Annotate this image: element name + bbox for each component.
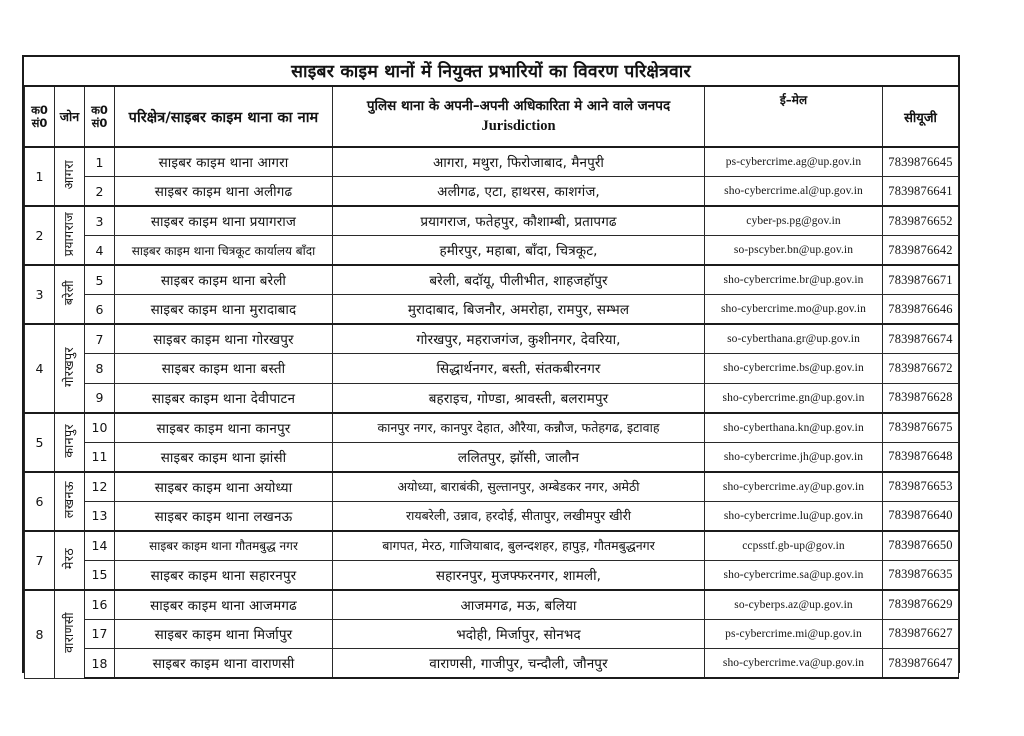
table-row <box>25 236 959 266</box>
cell-zone-serial-no: 6 <box>25 472 55 531</box>
cell-cug-number: 7839876646 <box>883 295 959 325</box>
cell-jurisdiction: ललितपुर, झॉसी, जालौन <box>333 442 705 472</box>
cell-email: sho-cybercrime.mo@up.gov.in <box>705 295 883 325</box>
cell-zone-serial-no: 3 <box>25 265 55 324</box>
column-header-serial-no <box>25 87 55 147</box>
zone-vertical-label: वाराणसी <box>61 612 77 653</box>
cell-zone-name <box>55 206 85 265</box>
cell-jurisdiction: कानपुर नगर, कानपुर देहात, औरैया, कन्नौज, फतेहगढ, इटावाह <box>333 413 705 443</box>
jurisdiction-header-hindi: पुलिस थाना के अपनी–अपनी अधिकारिता मे आने वाले जनपद <box>366 97 671 114</box>
cell-email: so-pscyber.bn@up.gov.in <box>705 236 883 266</box>
header-station-serial-line2: सं0 <box>91 115 108 130</box>
cell-cug-number: 7839876653 <box>883 472 959 502</box>
cell-station-name: साइबर काइम थाना चित्रकूट कार्यालय बाँदा <box>115 236 333 266</box>
cell-email: ccpsstf.gb-up@gov.in <box>705 531 883 561</box>
zone-vertical-label: प्रयागराज <box>61 211 77 257</box>
cell-zone-name <box>55 531 85 590</box>
cell-cug-number: 7839876674 <box>883 324 959 354</box>
cell-jurisdiction: भदोही, मिर्जापुर, सोनभद <box>333 619 705 649</box>
cell-email: sho-cybercrime.al@up.gov.in <box>705 177 883 207</box>
cell-station-name: साइबर काइम थाना अलीगढ <box>115 177 333 207</box>
jurisdiction-header-stack <box>333 97 704 137</box>
cell-station-serial-no: 7 <box>85 324 115 354</box>
cell-cug-number: 7839876672 <box>883 354 959 384</box>
cell-station-name: साइबर काइम थाना बस्ती <box>115 354 333 384</box>
zone-vertical-label: गोरखपुर <box>61 346 77 387</box>
cell-station-serial-no: 14 <box>85 531 115 561</box>
table-row <box>25 472 959 502</box>
cell-jurisdiction: बागपत, मेरठ, गाजियाबाद, बुलन्दशहर, हापुड़, गौतमबुद्धनगर <box>333 531 705 561</box>
cell-cug-number: 7839876647 <box>883 649 959 679</box>
cell-zone-name <box>55 147 85 206</box>
cell-station-name: साइबर काइम थाना लखनऊ <box>115 501 333 531</box>
cell-station-name: साइबर काइम थाना सहारनपुर <box>115 560 333 590</box>
cell-jurisdiction: बहराइच, गोण्डा, श्रावस्ती, बलरामपुर <box>333 383 705 413</box>
cell-jurisdiction: मुरादाबाद, बिजनौर, अमरोहा, रामपुर, सम्भल <box>333 295 705 325</box>
cell-zone-serial-no: 5 <box>25 413 55 472</box>
cell-jurisdiction: प्रयागराज, फतेहपुर, कौशाम्बी, प्रतापगढ <box>333 206 705 236</box>
cell-zone-serial-no: 8 <box>25 590 55 679</box>
cell-email: ps-cybercrime.mi@up.gov.in <box>705 619 883 649</box>
zone-vertical-label: कानपुर <box>61 423 77 458</box>
table-row <box>25 619 959 649</box>
cell-email: sho-cybercrime.bs@up.gov.in <box>705 354 883 384</box>
cell-station-name: साइबर काइम थाना आजमगढ <box>115 590 333 620</box>
table-row <box>25 560 959 590</box>
cell-email: so-cyberthana.gr@up.gov.in <box>705 324 883 354</box>
cell-cug-number: 7839876645 <box>883 147 959 177</box>
cell-cug-number: 7839876652 <box>883 206 959 236</box>
cell-email: sho-cybercrime.sa@up.gov.in <box>705 560 883 590</box>
cell-station-serial-no: 18 <box>85 649 115 679</box>
cell-email: sho-cybercrime.br@up.gov.in <box>705 265 883 295</box>
cell-cug-number: 7839876650 <box>883 531 959 561</box>
cell-zone-name <box>55 472 85 531</box>
cell-jurisdiction: बरेली, बदॉयू, पीलीभीत, शाहजहॉपुर <box>333 265 705 295</box>
cell-station-name: साइबर काइम थाना कानपुर <box>115 413 333 443</box>
zone-vertical-label: मेरठ <box>61 547 77 570</box>
column-header-email <box>705 87 883 147</box>
cell-email: ps-cybercrime.ag@up.gov.in <box>705 147 883 177</box>
zone-vertical-label: लखनऊ <box>61 480 77 519</box>
table-body <box>25 147 959 678</box>
jurisdiction-header-english: Jurisdiction <box>481 117 556 134</box>
table-row <box>25 147 959 177</box>
cell-jurisdiction: आगरा, मथुरा, फिरोजाबाद, मैनपुरी <box>333 147 705 177</box>
cell-station-serial-no: 3 <box>85 206 115 236</box>
cell-station-serial-no: 6 <box>85 295 115 325</box>
table-row <box>25 649 959 679</box>
cell-station-serial-no: 2 <box>85 177 115 207</box>
header-station-serial-line1: क0 <box>91 103 108 118</box>
cell-jurisdiction: हमीरपुर, महाबा, बाँदा, चित्रकूट, <box>333 236 705 266</box>
table-row <box>25 295 959 325</box>
cell-station-serial-no: 12 <box>85 472 115 502</box>
table-row <box>25 590 959 620</box>
cell-jurisdiction: सिद्धार्थनगर, बस्ती, संतकबीरनगर <box>333 354 705 384</box>
zone-vertical-label: आगरा <box>61 160 77 190</box>
table-row <box>25 177 959 207</box>
cell-cug-number: 7839876642 <box>883 236 959 266</box>
cell-email: sho-cybercrime.ay@up.gov.in <box>705 472 883 502</box>
column-header-station-serial-no <box>85 87 115 147</box>
cell-email: sho-cybercrime.va@up.gov.in <box>705 649 883 679</box>
title-band <box>24 57 958 87</box>
cell-station-serial-no: 11 <box>85 442 115 472</box>
cell-station-serial-no: 8 <box>85 354 115 384</box>
cell-jurisdiction: अयोध्या, बाराबंकी, सुल्तानपुर, अम्बेडकर नगर, अमेठी <box>333 472 705 502</box>
cell-station-name: साइबर काइम थाना आगरा <box>115 147 333 177</box>
table-row <box>25 265 959 295</box>
column-header-cug: सीयूजी <box>883 87 959 147</box>
cell-cug-number: 7839876648 <box>883 442 959 472</box>
cell-cug-number: 7839876641 <box>883 177 959 207</box>
table-header <box>25 87 959 147</box>
cell-cug-number: 7839876671 <box>883 265 959 295</box>
cell-zone-name <box>55 324 85 413</box>
cell-cug-number: 7839876629 <box>883 590 959 620</box>
cell-station-name: साइबर काइम थाना मुरादाबाद <box>115 295 333 325</box>
cell-station-serial-no: 16 <box>85 590 115 620</box>
table-row <box>25 206 959 236</box>
cell-zone-name <box>55 413 85 472</box>
column-header-station-name: परिक्षेत्र/साइबर काइम थाना का नाम <box>115 87 333 147</box>
cell-jurisdiction: अलीगढ, एटा, हाथरस, काशगंज, <box>333 177 705 207</box>
cell-cug-number: 7839876675 <box>883 413 959 443</box>
cell-station-name: साइबर काइम थाना प्रयागराज <box>115 206 333 236</box>
cell-station-name: साइबर काइम थाना गौतमबुद्ध नगर <box>115 531 333 561</box>
cell-cug-number: 7839876627 <box>883 619 959 649</box>
cell-cug-number: 7839876628 <box>883 383 959 413</box>
cell-station-serial-no: 15 <box>85 560 115 590</box>
column-header-zone: जोन <box>55 87 85 147</box>
cell-station-serial-no: 9 <box>85 383 115 413</box>
cell-station-serial-no: 5 <box>85 265 115 295</box>
cell-email: so-cyberps.az@up.gov.in <box>705 590 883 620</box>
cell-zone-name <box>55 265 85 324</box>
table-row <box>25 324 959 354</box>
cell-email: sho-cybercrime.gn@up.gov.in <box>705 383 883 413</box>
table-row <box>25 413 959 443</box>
header-serial-line2: सं0 <box>31 115 48 130</box>
cell-station-serial-no: 10 <box>85 413 115 443</box>
table-row <box>25 501 959 531</box>
cell-email: cyber-ps.pg@gov.in <box>705 206 883 236</box>
cell-station-name: साइबर काइम थाना बरेली <box>115 265 333 295</box>
cell-station-serial-no: 13 <box>85 501 115 531</box>
header-serial-line1: क0 <box>31 103 48 118</box>
cell-cug-number: 7839876635 <box>883 560 959 590</box>
cell-station-serial-no: 17 <box>85 619 115 649</box>
document-frame <box>22 55 960 673</box>
cell-email: sho-cybercrime.jh@up.gov.in <box>705 442 883 472</box>
table-row <box>25 354 959 384</box>
cell-jurisdiction: आजमगढ, मऊ, बलिया <box>333 590 705 620</box>
cell-zone-serial-no: 1 <box>25 147 55 206</box>
cell-email: sho-cybercrime.lu@up.gov.in <box>705 501 883 531</box>
cell-cug-number: 7839876640 <box>883 501 959 531</box>
cell-station-serial-no: 1 <box>85 147 115 177</box>
cell-station-name: साइबर काइम थाना गोरखपुर <box>115 324 333 354</box>
table-row <box>25 531 959 561</box>
cell-jurisdiction: गोरखपुर, महराजगंज, कुशीनगर, देवरिया, <box>333 324 705 354</box>
cell-zone-serial-no: 4 <box>25 324 55 413</box>
header-row <box>25 87 959 147</box>
email-header-label: ई–मेल <box>779 93 808 107</box>
cell-zone-serial-no: 2 <box>25 206 55 265</box>
cell-email: sho-cyberthana.kn@up.gov.in <box>705 413 883 443</box>
table-row <box>25 442 959 472</box>
cell-station-name: साइबर काइम थाना वाराणसी <box>115 649 333 679</box>
cell-jurisdiction: सहारनपुर, मुजफ्फरनगर, शामली, <box>333 560 705 590</box>
cell-jurisdiction: रायबरेली, उन्नाव, हरदोई, सीतापुर, लखीमपुर खीरी <box>333 501 705 531</box>
cell-jurisdiction: वाराणसी, गाजीपुर, चन्दौली, जौनपुर <box>333 649 705 679</box>
cell-station-name: साइबर काइम थाना मिर्जापुर <box>115 619 333 649</box>
cyber-police-station-table <box>24 87 959 679</box>
cell-station-serial-no: 4 <box>85 236 115 266</box>
cell-station-name: साइबर काइम थाना झांसी <box>115 442 333 472</box>
cell-zone-name <box>55 590 85 679</box>
cell-station-name: साइबर काइम थाना अयोध्या <box>115 472 333 502</box>
zone-vertical-label: बरेली <box>61 280 77 306</box>
page-title: साइबर काइम थानों में नियुक्त प्रभारियों का विवरण परिक्षेत्रवार <box>291 62 691 82</box>
table-row <box>25 383 959 413</box>
column-header-jurisdiction <box>333 87 705 147</box>
cell-zone-serial-no: 7 <box>25 531 55 590</box>
cell-station-name: साइबर काइम थाना देवीपाटन <box>115 383 333 413</box>
